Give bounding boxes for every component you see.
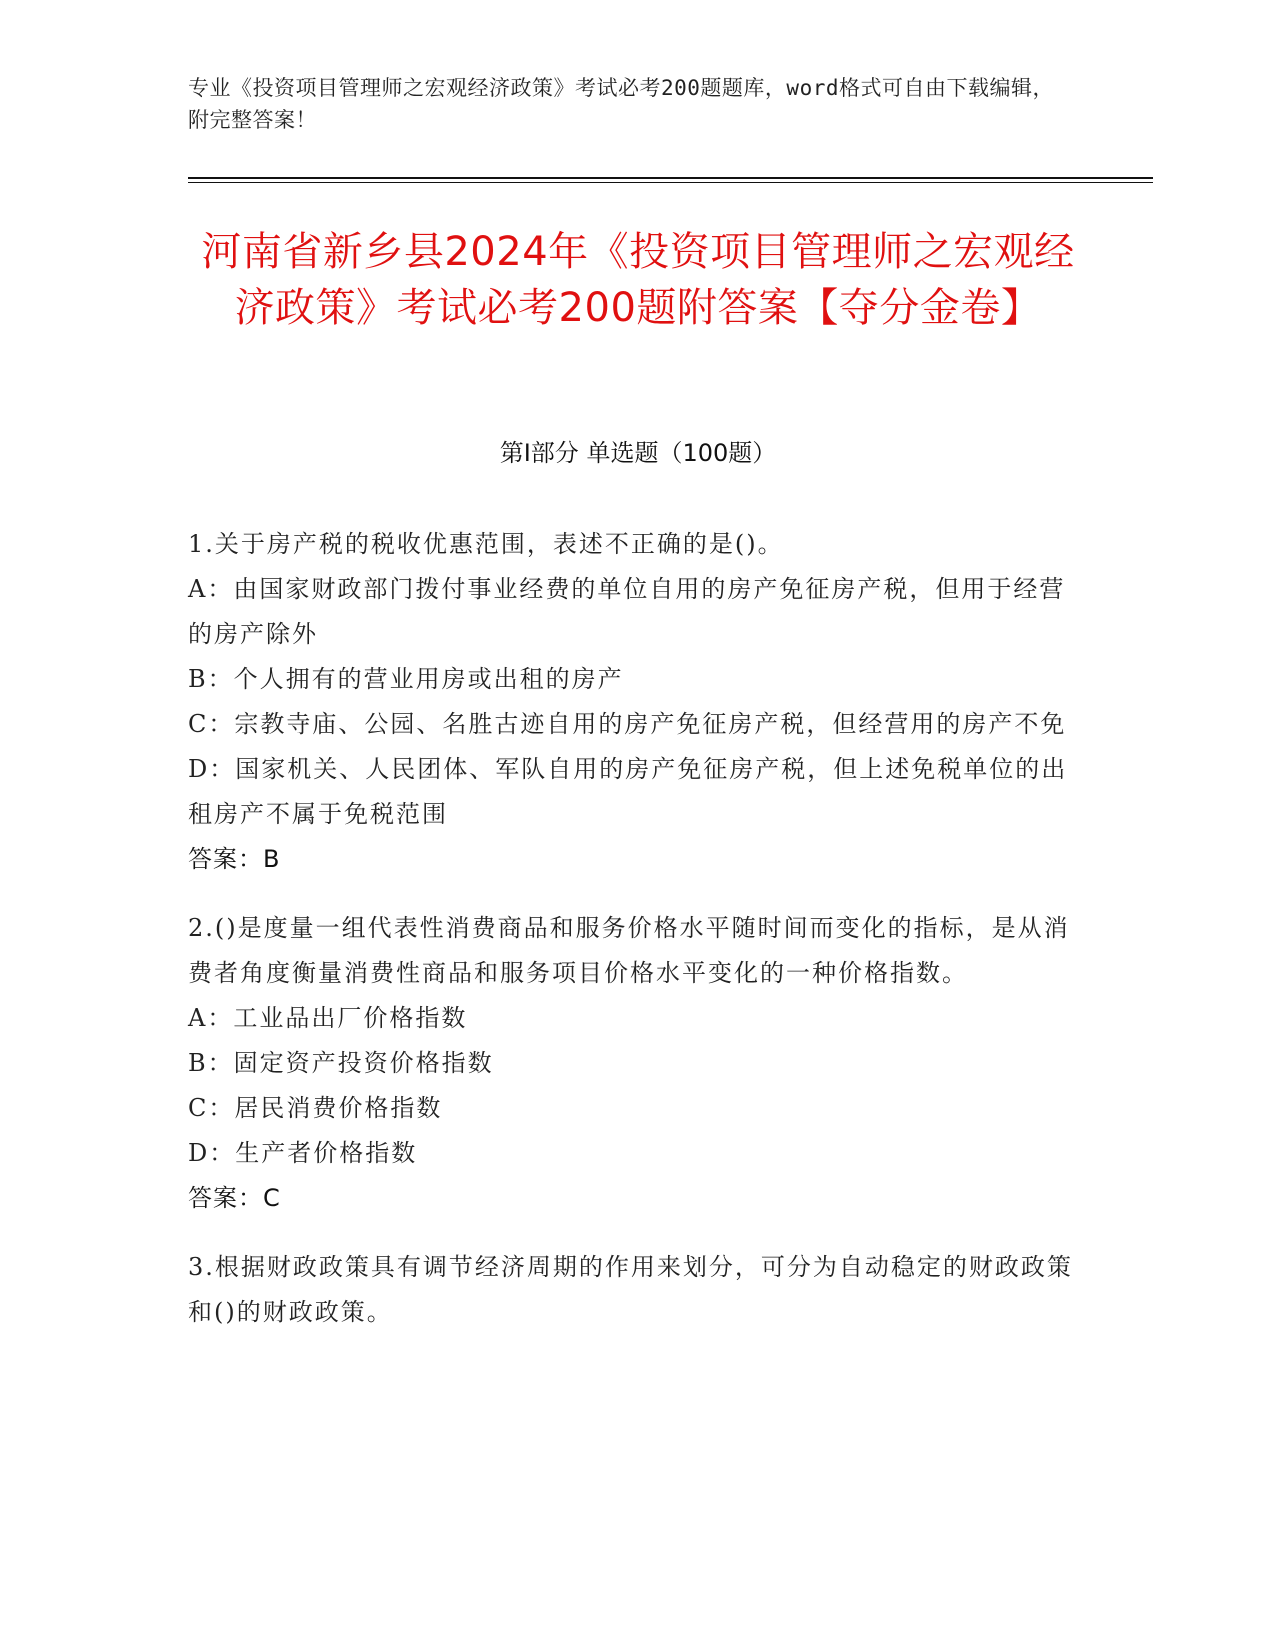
answer-line	[188, 1176, 1088, 1221]
answer-label: 答案：	[188, 1184, 263, 1212]
answer-value: C	[263, 1184, 280, 1212]
question-list	[188, 522, 1088, 1359]
option-b: B：个人拥有的营业用房或出租的房产	[188, 665, 624, 693]
option-b: B：固定资产投资价格指数	[188, 1049, 494, 1077]
option-a: A：工业品出厂价格指数	[188, 1004, 468, 1032]
header-note: 专业《投资项目管理师之宏观经济政策》考试必考200题题库，word格式可自由下载编辑，附完整答案！	[188, 76, 1054, 132]
option-c: C：宗教寺庙、公园、名胜古迹自用的房产免征房产税，但经营用的房产不免	[188, 710, 1067, 738]
answer-value: B	[263, 845, 280, 873]
answer-label: 答案：	[188, 845, 263, 873]
question-stem: 1.关于房产税的税收优惠范围，表述不正确的是()。	[188, 530, 784, 558]
option-c: C：居民消费价格指数	[188, 1094, 443, 1122]
question-stem: 2.()是度量一组代表性消费商品和服务价格水平随时间而变化的指标，是从消费者角度衡量消费性商品和服务项目价格水平变化的一种价格指数。	[188, 914, 1070, 987]
question-3	[188, 1245, 1088, 1335]
question-2	[188, 906, 1088, 1221]
answer-line	[188, 837, 1088, 882]
option-d: D：国家机关、人民团体、军队自用的房产免征房产税，但上述免税单位的出租房产不属于免税范围	[188, 755, 1068, 828]
header-rule-thin	[188, 182, 1153, 183]
question-stem: 3.根据财政政策具有调节经济周期的作用来划分，可分为自动稳定的财政政策和()的财政政策。	[188, 1253, 1073, 1326]
option-a: A：由国家财政部门拨付事业经费的单位自用的房产免征房产税，但用于经营的房产除外	[188, 575, 1066, 648]
option-d: D：生产者价格指数	[188, 1139, 418, 1167]
question-1	[188, 522, 1088, 882]
header-rule-thick	[188, 177, 1153, 179]
document-title: 河南省新乡县2024年《投资项目管理师之宏观经济政策》考试必考200题附答案【夺分金卷】	[201, 229, 1075, 331]
section-heading: 第Ⅰ部分 单选题（100题）	[499, 439, 777, 467]
